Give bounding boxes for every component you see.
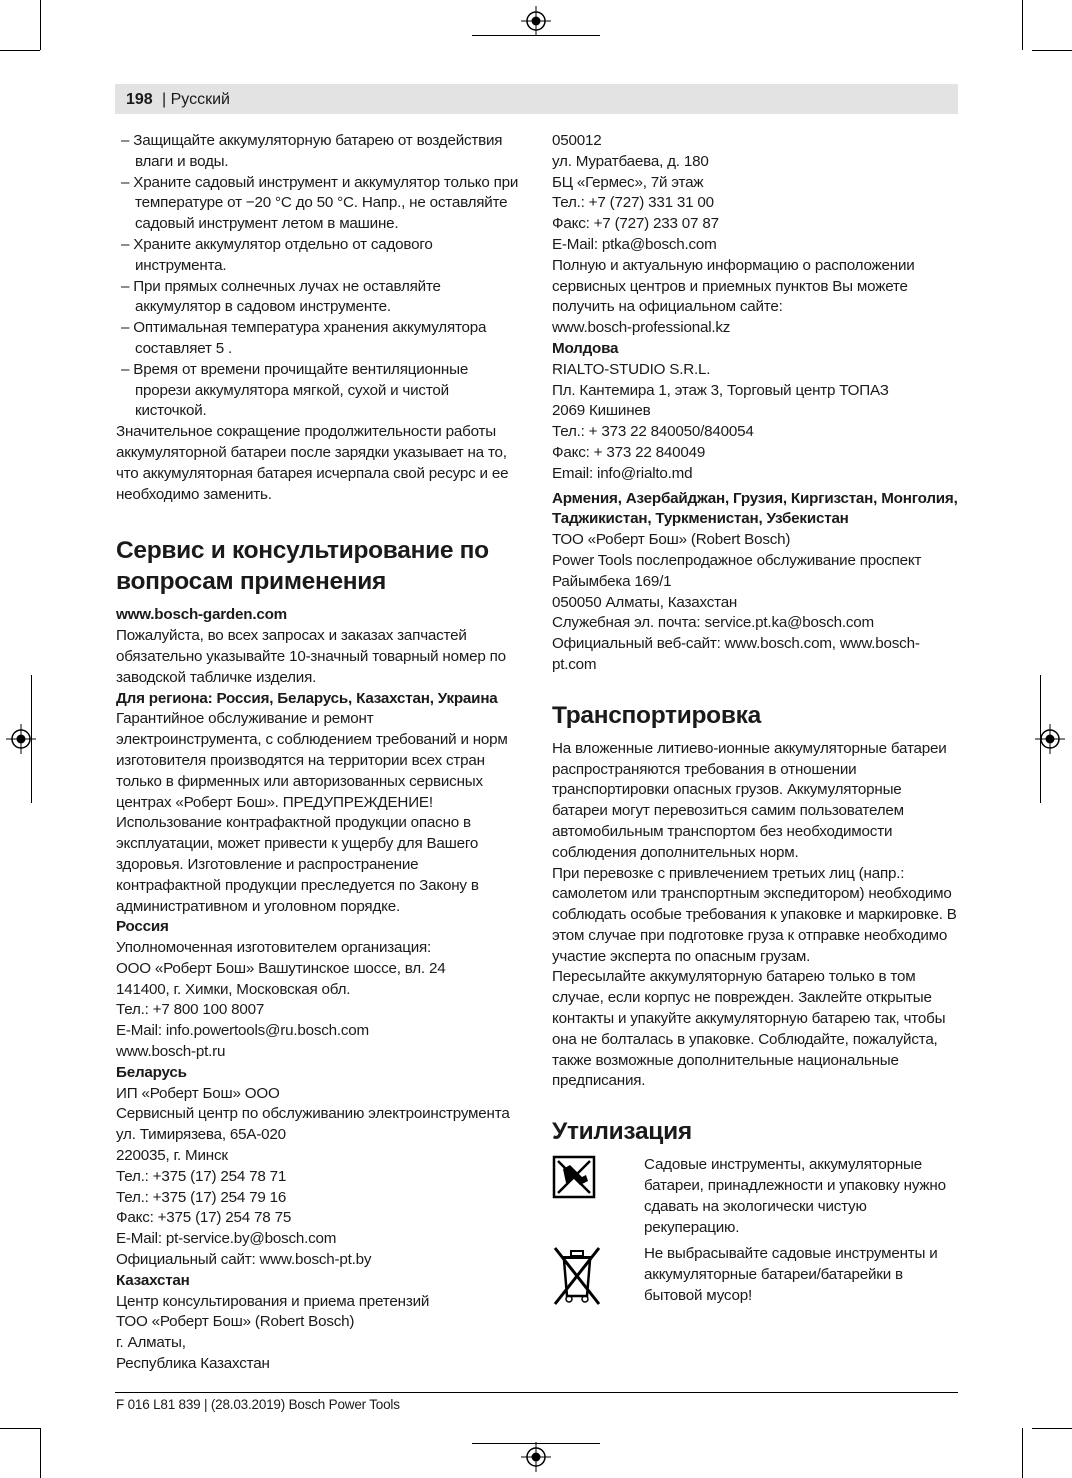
disposal-text-1: Садовые инструменты, аккумуляторные батареи, принадлежности и упаковку нужно сдавать на экологически чистую рекуперацию. (644, 1156, 946, 1236)
crossed-bin-icon (552, 1244, 602, 1306)
registration-target-icon (521, 6, 551, 36)
moldova-line: RIALTO-STUDIO S.R.L. (552, 360, 711, 378)
page-footer: F 016 L81 839 | (28.03.2019) Bosch Power Tools (116, 1397, 400, 1412)
belarus-line: E-Mail: pt-service.by@bosch.com (116, 1230, 337, 1248)
storage-bullet: – Храните аккумулятор отдельно от садового инструмента. (121, 235, 433, 274)
kz-address-line: БЦ «Гермес», 7й этаж (552, 173, 704, 191)
disposal-block-2 (552, 1244, 960, 1306)
crop-line-bottom-right (1032, 1428, 1072, 1429)
kz-info-text: Полную и актуальную информацию о расположении сервисных центров и приемных пунктов Вы можете получить на официальном сайте: (552, 256, 915, 316)
transport-heading: Транспортировка (552, 701, 761, 729)
registration-target-icon (1035, 724, 1065, 754)
russia-line: ООО «Роберт Бош» Вашутинское шоссе, вл. 24 (116, 959, 446, 977)
belarus-line: Факс: +375 (17) 254 78 75 (116, 1209, 292, 1227)
transport-paragraph: Пересылайте аккумуляторную батарею только в том случае, если корпус не поврежден. Заклейте открытые контакты и упакуйте аккумуляторную батарею так, чтобы она не болталась в упаковке. Соблюдайте, пожалуйста, также возможные дополнительные национальные предписания. (552, 968, 946, 1090)
russia-line: 141400, г. Химки, Московская обл. (116, 980, 351, 998)
russia-line: Тел.: +7 800 100 8007 (116, 1001, 265, 1019)
page-number: 198 (126, 91, 153, 108)
armenia-line: Служебная эл. почта: service.pt.ka@bosch.com (552, 614, 874, 632)
kazakhstan-line: г. Алматы, (116, 1334, 186, 1352)
kazakhstan-line: Центр консультирования и приема претензий (116, 1292, 430, 1310)
armenia-line: 050050 Алматы, Казахстан (552, 593, 738, 611)
battery-note: Значительное сокращение продолжительности работы аккумуляторной батареи после зарядки указывает на то, что аккумуляторная батарея исчерпала свой ресурс и ее необходимо заменить. (116, 423, 509, 503)
storage-bullet: – При прямых солнечных лучах не оставляйте аккумулятор в садовом инструменте. (121, 277, 441, 316)
storage-bullet: – Оптимальная температура хранения аккумулятора составляет 5 . (121, 319, 487, 357)
crop-line-bottom-right-v (1022, 1428, 1023, 1478)
crop-line-top-right-v (1022, 0, 1023, 50)
moldova-line: Факс: + 373 22 840049 (552, 443, 706, 461)
registration-target-icon (521, 1442, 551, 1472)
kz-address-line: Тел.: +7 (727) 331 31 00 (552, 194, 714, 212)
region-text: Гарантийное обслуживание и ремонт электроинструмента, с соблюдением требований и норм изготовителя производятся на территории всех стран только в фирменных или авторизованных сервисных центрах «Роберт Бош». ПРЕДУПРЕЖДЕНИЕ! Использование контрафактной продукции опасно в эксплуатации, может привести к ущербу для Вашего здоровья. Изготовление и распространение контрафактной продукции преследуется по Закону в административном и уголовном порядке. (116, 710, 508, 915)
header-separator: | (162, 91, 171, 108)
kazakhstan-line: ТОО «Роберт Бош» (Robert Bosch) (116, 1313, 355, 1331)
region-heading: Для региона: Россия, Беларусь, Казахстан, Украина (116, 689, 498, 707)
kz-address-line: E-Mail: ptka@bosch.com (552, 235, 717, 253)
language-label: Русский (170, 91, 230, 108)
crop-line-top-left-v (40, 0, 41, 50)
kazakhstan-title: Казахстан (116, 1271, 190, 1289)
moldova-title: Молдова (552, 339, 619, 357)
belarus-line: Официальный сайт: www.bosch-pt.by (116, 1251, 372, 1269)
crop-line-top-right (1032, 50, 1072, 51)
armenia-title: Армения, Азербайджан, Грузия, Киргизстан, Монголия, Таджикистан, Туркменистан, Узбекистан (552, 489, 958, 528)
storage-bullet: – Храните садовый инструмент и аккумулятор только при температуре от −20 °C до 50 °C. Напр., не оставляйте садовый инструмент летом в машине. (121, 173, 519, 233)
crop-line-top-left (0, 50, 40, 51)
kz-address-line: Факс: +7 (727) 233 07 87 (552, 215, 719, 233)
page-language (162, 91, 230, 109)
armenia-line: Power Tools послепродажное обслуживание проспект Райымбека 169/1 (552, 551, 922, 590)
right-column (552, 131, 960, 1307)
kazakhstan-line: Республика Казахстан (116, 1355, 270, 1373)
russia-line: www.bosch-pt.ru (116, 1043, 226, 1061)
kz-address-line: 050012 (552, 132, 602, 149)
registration-target-icon (6, 724, 36, 754)
moldova-line: 2069 Кишинев (552, 402, 651, 420)
moldova-line: Пл. Кантемира 1, этаж 3, Торговый центр ТОПАЗ (552, 381, 889, 399)
belarus-title: Беларусь (116, 1063, 187, 1081)
service-website: www.bosch-garden.com (116, 606, 287, 624)
crop-line-bottom-left-v (40, 1428, 41, 1478)
russia-line: Уполномоченная изготовителем организация: (116, 939, 432, 957)
belarus-line: Сервисный центр по обслуживанию электроинструмента (116, 1105, 510, 1123)
moldova-line: Тел.: + 373 22 840050/840054 (552, 423, 754, 441)
transport-paragraph: При перевозке с привлечением третьих лиц (напр.: самолетом или транспортным экспедитором) необходимо соблюдать особые требования к упаковке и маркировке. В этом случае при подготовке груза к отправке необходимо участие эксперта по опасным грузам. (552, 864, 957, 965)
belarus-line: Тел.: +375 (17) 254 79 16 (116, 1188, 287, 1206)
armenia-line: ТОО «Роберт Бош» (Robert Bosch) (552, 531, 791, 549)
moldova-line: Email: info@rialto.md (552, 464, 693, 482)
left-column (116, 131, 521, 1375)
transport-paragraph: На вложенные литиево-ионные аккумуляторные батареи распространяются требования в отношении транспортировки опасных грузов. Аккумуляторные батареи могут перевозиться самим пользователем автомобильным транспортом без необходимости соблюдения дополнительных норм. (552, 739, 947, 861)
service-heading: Сервис и консультирование по вопросам применения (116, 537, 489, 596)
no-garden-tool-trash-icon (552, 1155, 596, 1199)
storage-bullet: – Время от времени прочищайте вентиляционные прорези аккумулятора мягкой, сухой и чистой кисточкой. (121, 360, 469, 420)
kz-address-line: ул. Муратбаева, д. 180 (552, 152, 709, 170)
russia-title: Россия (116, 918, 169, 936)
belarus-line: 220035, г. Минск (116, 1147, 228, 1165)
disposal-block-1 (552, 1155, 960, 1238)
armenia-line: Официальный веб-сайт: www.bosch.com, www.bosch-pt.com (552, 635, 920, 673)
belarus-line: Тел.: +375 (17) 254 78 71 (116, 1167, 287, 1185)
belarus-line: ИП «Роберт Бош» ООО (116, 1084, 280, 1102)
service-text: Пожалуйста, во всех запросах и заказах запчастей обязательно указывайте 10-значный товарный номер по заводской табличке изделия. (116, 627, 506, 686)
page-header-bar (115, 84, 958, 114)
belarus-line: ул. Тимирязева, 65А-020 (116, 1126, 286, 1144)
russia-line: E-Mail: info.powertools@ru.bosch.com (116, 1022, 370, 1040)
footer-divider (115, 1392, 958, 1393)
storage-bullet: – Защищайте аккумуляторную батарею от воздействия влаги и воды. (121, 132, 503, 170)
disposal-text-2: Не выбрасывайте садовые инструменты и аккумуляторные батареи/батарейки в бытовой мусор! (644, 1245, 938, 1305)
kz-site-link[interactable]: www.bosch-professional.kz (552, 319, 731, 337)
crop-line-bottom-left (0, 1428, 40, 1429)
disposal-heading: Утилизация (552, 1118, 692, 1146)
